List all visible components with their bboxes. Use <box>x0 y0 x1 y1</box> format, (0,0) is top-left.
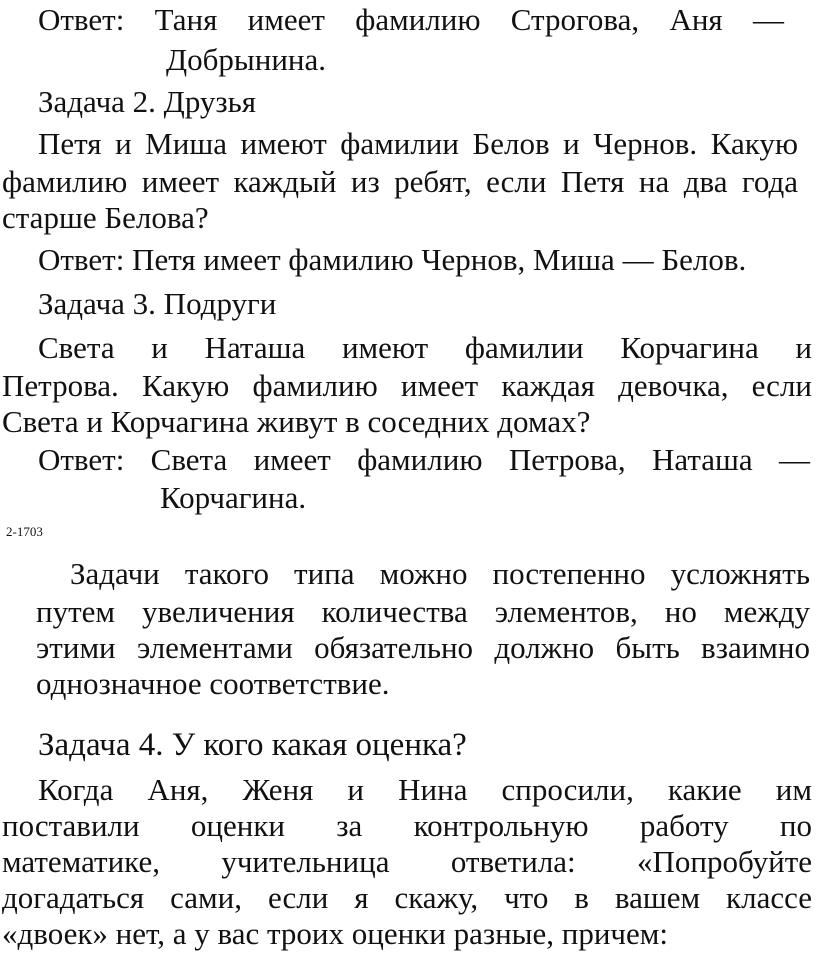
note-line2: путем увеличения количества элементов, но между <box>36 594 810 629</box>
task3-body-line2: Петрова. Какую фамилию имеет каждая девочка, если <box>2 368 812 403</box>
task3-answer-line1: Ответ: Света имеет фамилию Петрова, Наташа — <box>38 442 810 477</box>
note-line1: Задачи такого типа можно постепенно усложнять <box>70 556 810 591</box>
answer1-line1: Ответ: Таня имеет фамилию Строгова, Аня — <box>38 2 784 37</box>
task2-heading: Задача 2. Друзья <box>38 84 257 119</box>
task4-heading: Задача 4. У кого какая оценка? <box>38 727 467 763</box>
task4-body-line4: догадаться сами, если я скажу, что в вашем классе <box>2 880 812 915</box>
task3-answer-line2: Корчагина. <box>160 480 307 515</box>
task3-body-line3: Света и Корчагина живут в соседних домах? <box>2 404 591 439</box>
task4-body-line2: поставили оценки за контрольную работу по <box>2 808 812 843</box>
task3-body-line1: Света и Наташа имеют фамилии Корчагина и <box>38 330 812 365</box>
task2-body-line2: фамилию имеет каждый из ребят, если Петя на два года <box>2 164 798 199</box>
note-line3: этими элементами обязательно должно быть взаимно <box>36 630 810 665</box>
answer1-line2: Добрынина. <box>166 42 327 77</box>
task2-body-line1: Петя и Миша имеют фамилии Белов и Чернов. Какую <box>38 126 798 161</box>
task2-answer: Ответ: Петя имеет фамилию Чернов, Миша — Белов. <box>38 242 747 277</box>
note-line4: однозначное соответствие. <box>36 666 390 701</box>
task3-heading: Задача 3. Подруги <box>38 286 277 321</box>
task4-body-line1: Когда Аня, Женя и Нина спросили, какие им <box>38 772 812 807</box>
task4-body-line5: «двоек» нет, а у вас троих оценки разные, причем: <box>2 916 669 951</box>
page-mark: 2-1703 <box>6 524 43 539</box>
task4-body-line3: математике, учительница ответила: «Попробуйте <box>2 844 812 879</box>
task2-body-line3: старше Белова? <box>2 200 209 235</box>
